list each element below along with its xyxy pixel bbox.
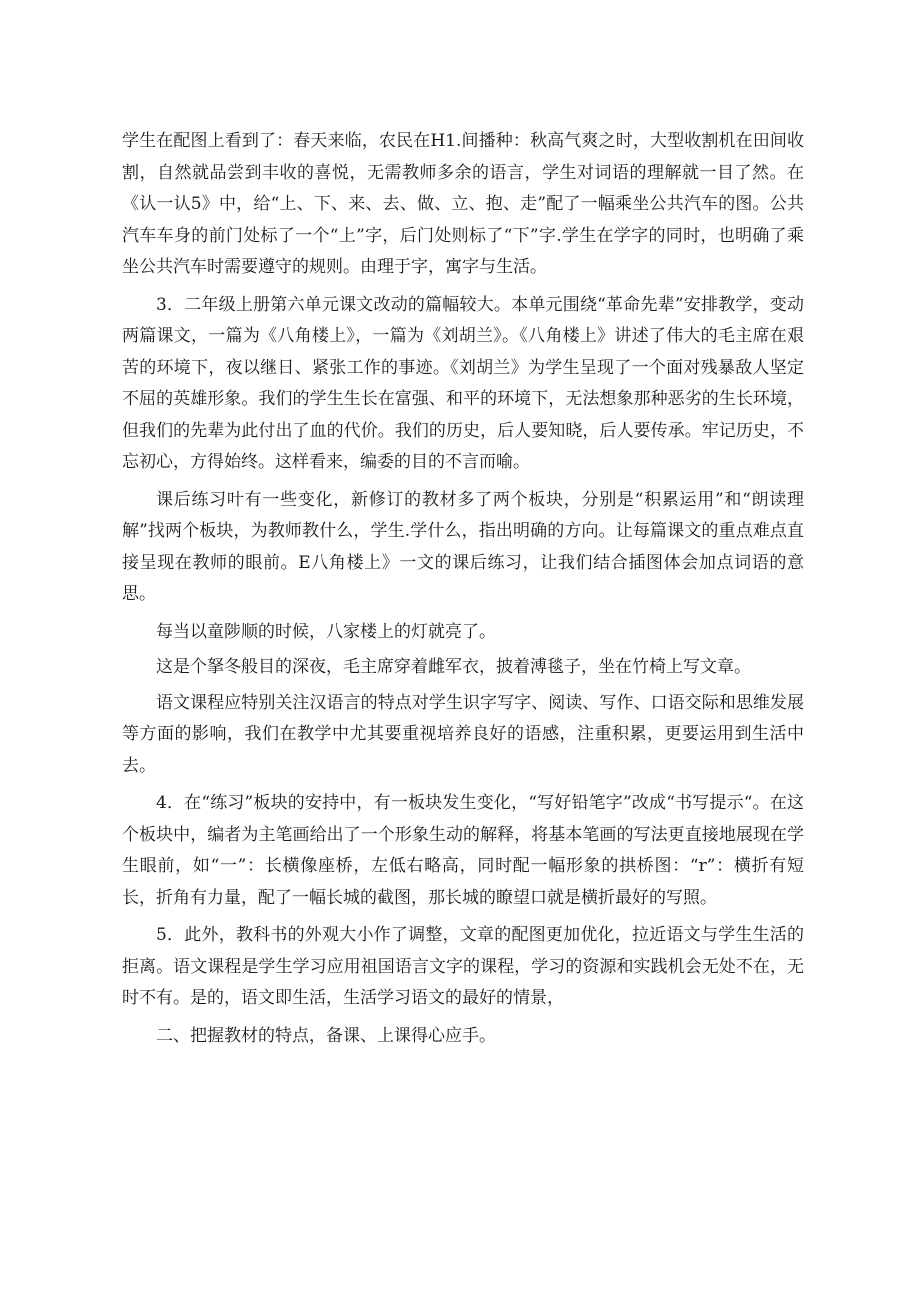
section-heading: 二、把握教材的特点，备课、上课得心应手。 <box>156 1025 496 1046</box>
paragraph-8: 5．此外，教科书的外观大小作了调整，文章的配图更加优化，拉近语文与学生生活的拒离。语文课程是学生学习应用祖国语言文字的课程，学习的资源和实践机会无处不在，无时不有。是的，语文即生活，生活学习语文的最好的情景， <box>122 925 804 1008</box>
paragraph-5: 这是个拏冬般目的深夜，毛主席穿着雌军衣，披着溥毯子，坐在竹椅上写文章。 <box>156 657 751 677</box>
paragraph-3: 课后练习叶有一些变化，新修订的教材多了两个板块，分别是“积累运用”和“朗读理解”找两个板块，为教师教什么，学生.学什么，指出明确的方向。让每篇课文的重点难点直接呈现在教师的眼前。E八角楼上》一文的课后练习，让我们结合插图体会加点词语的意思。 <box>122 489 804 604</box>
paragraph-6: 语文课程应特别关注汉语言的特点对学生识字写字、阅读、写作、口语交际和思维发展等方面的影响，我们在教学中尤其要重视培养良好的语感，注重积累，更要运用到生活中去。 <box>122 692 804 776</box>
paragraph-4: 每当以童陟顺的时候，八家楼上的灯就亮了。 <box>156 621 496 642</box>
paragraph-2: 3．二年级上册第六单元课文改动的篇幅较大。本单元围绕“革命先辈”安排教学，变动两篇课文，一篇为《八角楼上》，一篇为《刘胡兰》。《八角楼上》讲述了伟大的毛主席在艰苦的环境下，夜以继日、紧张工作的事迹。《刘胡兰》为学生呈现了一个面对残暴敌人坚定不屈的英雄形象。我们的学生生长在富强、和平的环境下，无法想象那种恶劣的生长环境，但我们的先辈为此付出了血的代价。我们的历史，后人要知晓，后人要传承。牢记历史，不忘初心，方得始终。这样看来，编委的目的不言而喻。 <box>122 294 804 472</box>
paragraph-1: 学生在配图上看到了：春天来临，农民在H1.间播种：秋高气爽之时，大型收割机在田间收割，自然就品尝到丰收的喜悦，无需教师多余的语言，学生对词语的理解就一目了然。在《认一认5》中，给“上、下、来、去、做、立、抱、走”配了一幅乘坐公共汽车的图。公共汽车车身的前门处标了一个“上”字，后门处则标了“下”字.学生在学字的同时，也明确了乘坐公共汽车时需要遵守的规则。由理于字，寓字与生活。 <box>122 131 804 277</box>
document-body <box>122 126 804 1058</box>
paragraph-7: 4．在“练习”板块的安持中，有一板块发生变化，“写好铅笔字”改成“书写提示“。在这个板块中，编者为主笔画给出了一个形象生动的解释，将基本笔画的写法更直接地展现在学生眼前，如“一”：长横像座桥，左低右略高，同时配一幅形象的拱桥图：“r”：横折有短长，折角有力量，配了一幅长城的截图，那长城的瞭望口就是横折最好的写照。 <box>122 793 804 908</box>
